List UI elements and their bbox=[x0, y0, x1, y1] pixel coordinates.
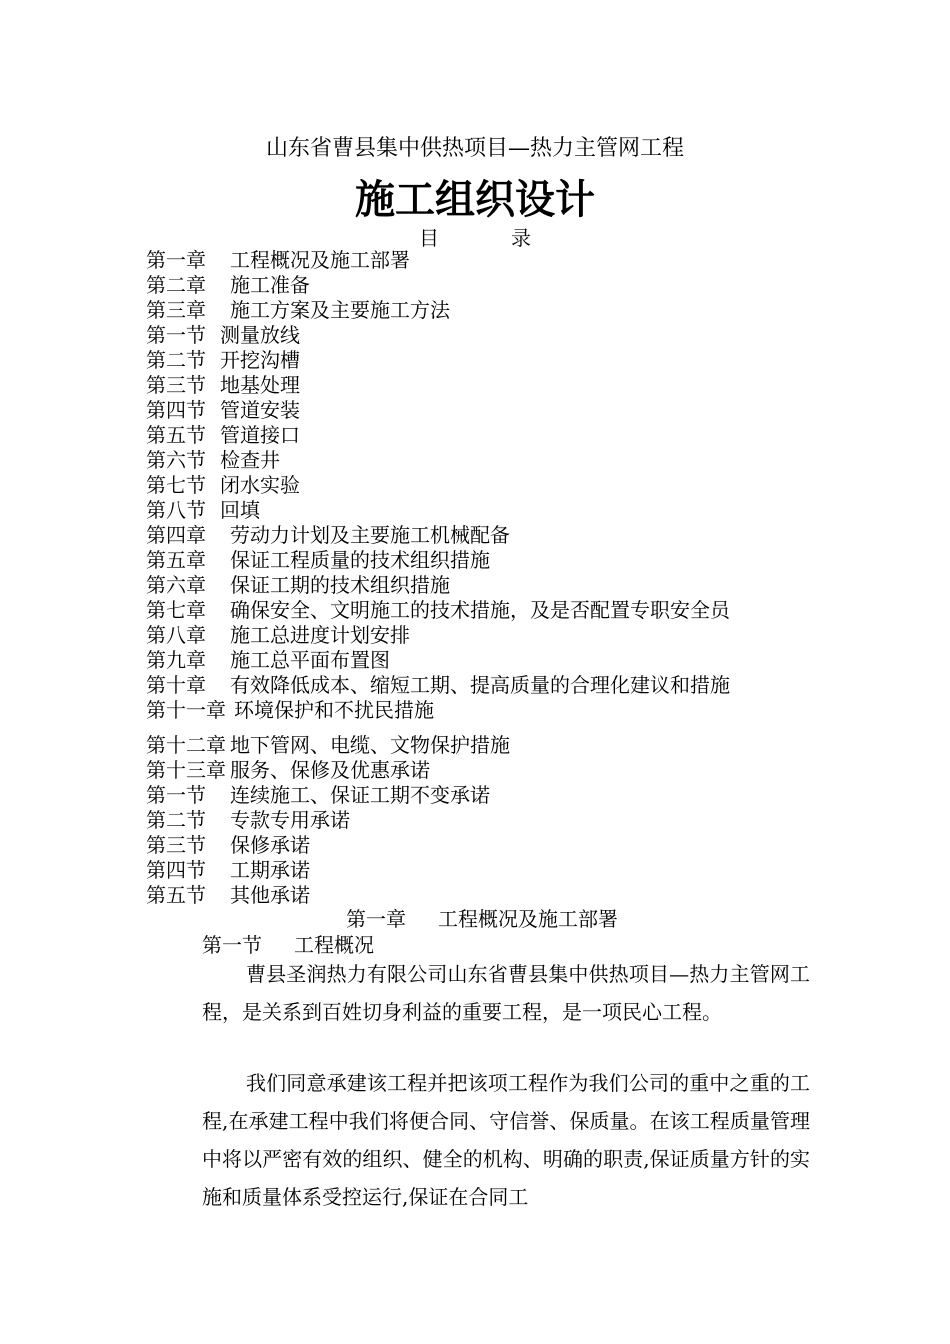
toc-item-number: 第三章 bbox=[146, 298, 206, 322]
toc-item-text: 确保安全、文明施工的技术措施，及是否配置专职安全员 bbox=[230, 598, 730, 622]
toc-item-text: 有效降低成本、缩短工期、提高质量的合理化建议和措施 bbox=[230, 673, 730, 697]
toc-item-number: 第四章 bbox=[146, 523, 206, 547]
toc-item-number: 第六节 bbox=[146, 448, 206, 472]
toc-item-number: 第二节 bbox=[146, 808, 206, 832]
toc-item bbox=[146, 398, 730, 423]
toc-item-number: 第五节 bbox=[146, 883, 206, 907]
toc-item-number: 第十二章 bbox=[146, 733, 226, 757]
toc-item-text: 开挖沟槽 bbox=[220, 348, 300, 372]
body-paragraph: 我们同意承建该工程并把该项工程作为我们公司的重中之重的工程,在承建工程中我们将便合同、守信誉、保质量。在该工程质量管理中将以严密有效的组织、健全的机构、明确的职责,保证质量方针的实施和质量体系受控运行,保证在合同工 bbox=[202, 1071, 810, 1209]
toc-item bbox=[146, 673, 730, 698]
toc-item-number: 第六章 bbox=[146, 573, 206, 597]
toc-item-text: 闭水实验 bbox=[220, 473, 300, 497]
toc-item-text: 施工方案及主要施工方法 bbox=[230, 298, 450, 322]
toc-item-number: 第一章 bbox=[146, 248, 206, 272]
toc-item-text: 地基处理 bbox=[220, 373, 300, 397]
document-subtitle: 山东省曹县集中供热项目—热力主管网工程 bbox=[265, 136, 684, 161]
toc-item bbox=[146, 348, 730, 373]
toc-item-text: 地下管网、电缆、文物保护措施 bbox=[230, 733, 510, 757]
toc-heading-right: 录 bbox=[511, 226, 531, 250]
toc-item bbox=[146, 423, 730, 448]
table-of-contents-continued bbox=[146, 733, 510, 908]
toc-item bbox=[146, 858, 510, 883]
toc-item-text: 劳动力计划及主要施工机械配备 bbox=[230, 523, 510, 547]
toc-item-text: 测量放线 bbox=[220, 323, 300, 347]
toc-item-text: 保修承诺 bbox=[230, 833, 310, 857]
toc-item bbox=[146, 883, 510, 908]
toc-item bbox=[146, 623, 730, 648]
toc-item-text: 保证工程质量的技术组织措施 bbox=[230, 548, 490, 572]
table-of-contents bbox=[146, 248, 730, 723]
toc-item-number: 第五章 bbox=[146, 548, 206, 572]
toc-item-text: 施工总平面布置图 bbox=[230, 648, 390, 672]
toc-item-number: 第八节 bbox=[146, 498, 206, 522]
toc-item-text: 检查井 bbox=[220, 448, 280, 472]
toc-item bbox=[146, 523, 730, 548]
toc-item-number: 第四节 bbox=[146, 398, 206, 422]
toc-item-number: 第十三章 bbox=[146, 758, 226, 782]
toc-item-text: 工期承诺 bbox=[230, 858, 310, 882]
toc-item-number: 第二章 bbox=[146, 273, 206, 297]
toc-item-text: 服务、保修及优惠承诺 bbox=[230, 758, 430, 782]
toc-item-number: 第七节 bbox=[146, 473, 206, 497]
toc-item bbox=[146, 598, 730, 623]
toc-item-number: 第三节 bbox=[146, 373, 206, 397]
toc-item-number: 第二节 bbox=[146, 348, 206, 372]
toc-item bbox=[146, 758, 510, 783]
toc-item bbox=[146, 698, 730, 723]
toc-item bbox=[146, 498, 730, 523]
toc-item-text: 其他承诺 bbox=[230, 883, 310, 907]
section-number: 第一节 bbox=[202, 933, 262, 957]
toc-item bbox=[146, 248, 730, 273]
toc-item-number: 第十一章 bbox=[146, 698, 226, 722]
toc-item bbox=[146, 473, 730, 498]
chapter-title: 工程概况及施工部署 bbox=[438, 907, 618, 931]
toc-item-text: 专款专用承诺 bbox=[230, 808, 350, 832]
toc-item bbox=[146, 808, 510, 833]
toc-item-text: 施工总进度计划安排 bbox=[230, 623, 410, 647]
toc-item-text: 连续施工、保证工期不变承诺 bbox=[230, 783, 490, 807]
toc-item bbox=[146, 648, 730, 673]
toc-item-number: 第九章 bbox=[146, 648, 206, 672]
toc-item-text: 施工准备 bbox=[230, 273, 310, 297]
toc-item-text: 环境保护和不扰民措施 bbox=[234, 698, 434, 722]
toc-item-number: 第七章 bbox=[146, 598, 206, 622]
toc-item-number: 第一节 bbox=[146, 783, 206, 807]
toc-heading-left: 目 bbox=[419, 226, 439, 250]
toc-item bbox=[146, 373, 730, 398]
toc-item-number: 第十章 bbox=[146, 673, 206, 697]
toc-item-text: 管道安装 bbox=[220, 398, 300, 422]
chapter-number: 第一章 bbox=[346, 907, 406, 931]
toc-item-number: 第四节 bbox=[146, 858, 206, 882]
body-paragraph: 曹县圣润热力有限公司山东省曹县集中供热项目—热力主管网工程，是关系到百姓切身利益的重要工程，是一项民心工程。 bbox=[202, 962, 810, 1024]
toc-item bbox=[146, 548, 730, 573]
toc-item-text: 工程概况及施工部署 bbox=[230, 248, 410, 272]
toc-item-text: 回填 bbox=[220, 498, 260, 522]
toc-item-number: 第五节 bbox=[146, 423, 206, 447]
toc-item bbox=[146, 273, 730, 298]
toc-item bbox=[146, 448, 730, 473]
toc-item bbox=[146, 733, 510, 758]
toc-item bbox=[146, 573, 730, 598]
chapter-heading bbox=[346, 906, 618, 932]
toc-item bbox=[146, 833, 510, 858]
toc-item-number: 第一节 bbox=[146, 323, 206, 347]
toc-item bbox=[146, 783, 510, 808]
toc-item-number: 第三节 bbox=[146, 833, 206, 857]
toc-item bbox=[146, 323, 730, 348]
toc-item bbox=[146, 298, 730, 323]
section-title: 工程概况 bbox=[294, 933, 374, 957]
toc-item-text: 管道接口 bbox=[220, 423, 300, 447]
toc-item-text: 保证工期的技术组织措施 bbox=[230, 573, 450, 597]
document-title: 施工组织设计 bbox=[355, 176, 595, 223]
toc-item-number: 第八章 bbox=[146, 623, 206, 647]
